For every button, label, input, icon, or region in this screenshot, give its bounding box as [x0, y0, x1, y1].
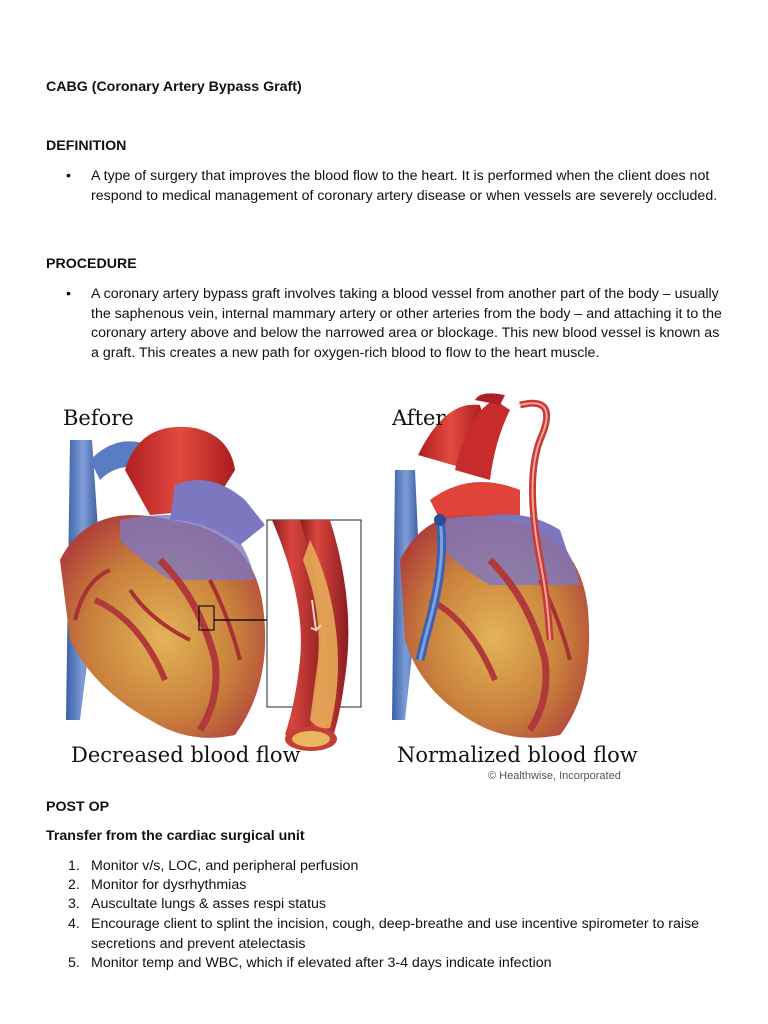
artery-zoom-inset — [267, 520, 361, 751]
list-item-text: Auscultate lungs & asses respi status — [91, 896, 327, 912]
post-op-heading: POST OP — [46, 799, 110, 815]
list-number: 5. — [68, 955, 80, 971]
post-op-subheading: Transfer from the cardiac surgical unit — [46, 828, 305, 844]
definition-heading: DEFINITION — [46, 138, 127, 154]
list-item-text: Monitor v/s, LOC, and peripheral perfusion — [91, 858, 359, 874]
bullet-dot-icon: • — [66, 168, 71, 184]
image-credit: © Healthwise, Incorporated — [488, 770, 621, 782]
bullet-dot-icon: • — [66, 286, 71, 302]
list-item-text: Encourage client to splint the incision, cough, deep-breathe and use incentive spirometer to raise secretions and prevent atelectasis — [91, 916, 700, 952]
procedure-heading: PROCEDURE — [46, 256, 137, 272]
list-item-text: Monitor temp and WBC, which if elevated after 3-4 days indicate infection — [91, 955, 552, 971]
before-caption: Decreased blood flow — [71, 743, 301, 767]
before-heart — [60, 427, 268, 738]
list-number: 1. — [68, 858, 80, 874]
before-label: Before — [63, 406, 134, 430]
list-number: 4. — [68, 916, 80, 932]
list-item-text: Monitor for dysrhythmias — [91, 877, 247, 893]
list-number: 2. — [68, 877, 80, 893]
procedure-bullet-text: A coronary artery bypass graft involves taking a blood vessel from another part of the body – usually the saphenous vein, internal mammary artery or other arteries from the body – and attaching it to the coronary artery above and below the narrowed area or blockage. This new blood vessel is known as a graft. This creates a new path for oxygen-rich blood to flow to the heart muscle. — [91, 286, 722, 361]
definition-bullet-text: A type of surgery that improves the blood flow to the heart. It is performed when the client does not respond to medical management of coronary artery disease or when vessels are severely occluded. — [91, 168, 718, 204]
list-number: 3. — [68, 896, 80, 912]
page-title: CABG (Coronary Artery Bypass Graft) — [46, 79, 302, 95]
after-caption: Normalized blood flow — [397, 743, 638, 767]
after-label: After — [392, 406, 446, 430]
after-heart — [392, 393, 589, 738]
